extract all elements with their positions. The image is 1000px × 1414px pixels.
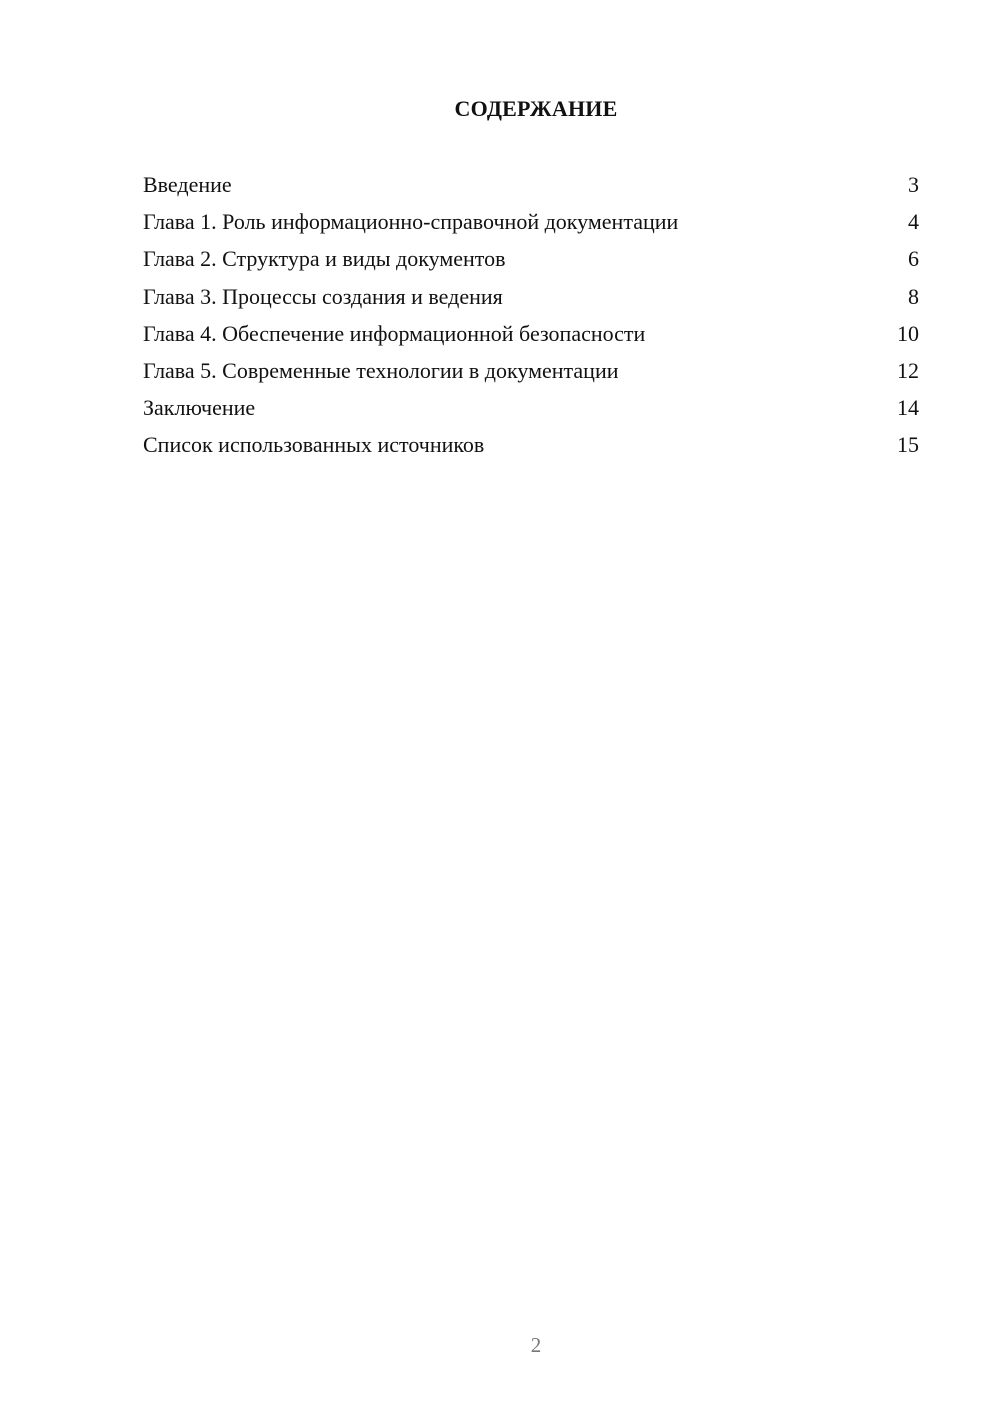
toc-entry-page: 14 (897, 395, 919, 421)
toc-entry-page: 10 (897, 320, 919, 346)
toc-entry-label: Глава 4. Обеспечение информационной безопасности (143, 320, 646, 346)
toc-entry-conclusion[interactable] (143, 389, 919, 426)
toc-entry-label: Введение (143, 172, 232, 197)
toc-entry-page: 4 (908, 209, 919, 235)
toc-entry-chapter-1[interactable] (143, 203, 919, 240)
toc-entry-page: 15 (897, 432, 919, 458)
toc-entry-references[interactable] (143, 426, 919, 463)
toc-entry-chapter-5[interactable] (143, 352, 919, 389)
toc-title: СОДЕРЖАНИЕ (454, 96, 618, 121)
toc-entry-chapter-3[interactable] (143, 278, 919, 315)
toc-entry-chapter-2[interactable] (143, 240, 919, 277)
toc-entry-page: 8 (908, 283, 919, 309)
toc-entry-page: 12 (897, 357, 919, 383)
toc-entry-introduction[interactable] (143, 166, 919, 203)
toc-entry-label: Глава 3. Процессы создания и ведения (143, 283, 503, 309)
toc-entry-label: Заключение (143, 395, 256, 421)
page-number: 2 (530, 1333, 542, 1357)
toc-entry-page: 3 (908, 172, 919, 197)
toc-entry-page: 6 (908, 246, 919, 272)
toc-entry-chapter-4[interactable] (143, 315, 919, 352)
toc-list (143, 166, 919, 464)
toc-entry-label: Глава 5. Современные технологии в документации (143, 357, 619, 383)
toc-entry-label: Список использованных источников (143, 432, 485, 458)
toc-entry-label: Глава 1. Роль информационно-справочной документации (143, 209, 679, 235)
toc-entry-label: Глава 2. Структура и виды документов (143, 246, 506, 272)
